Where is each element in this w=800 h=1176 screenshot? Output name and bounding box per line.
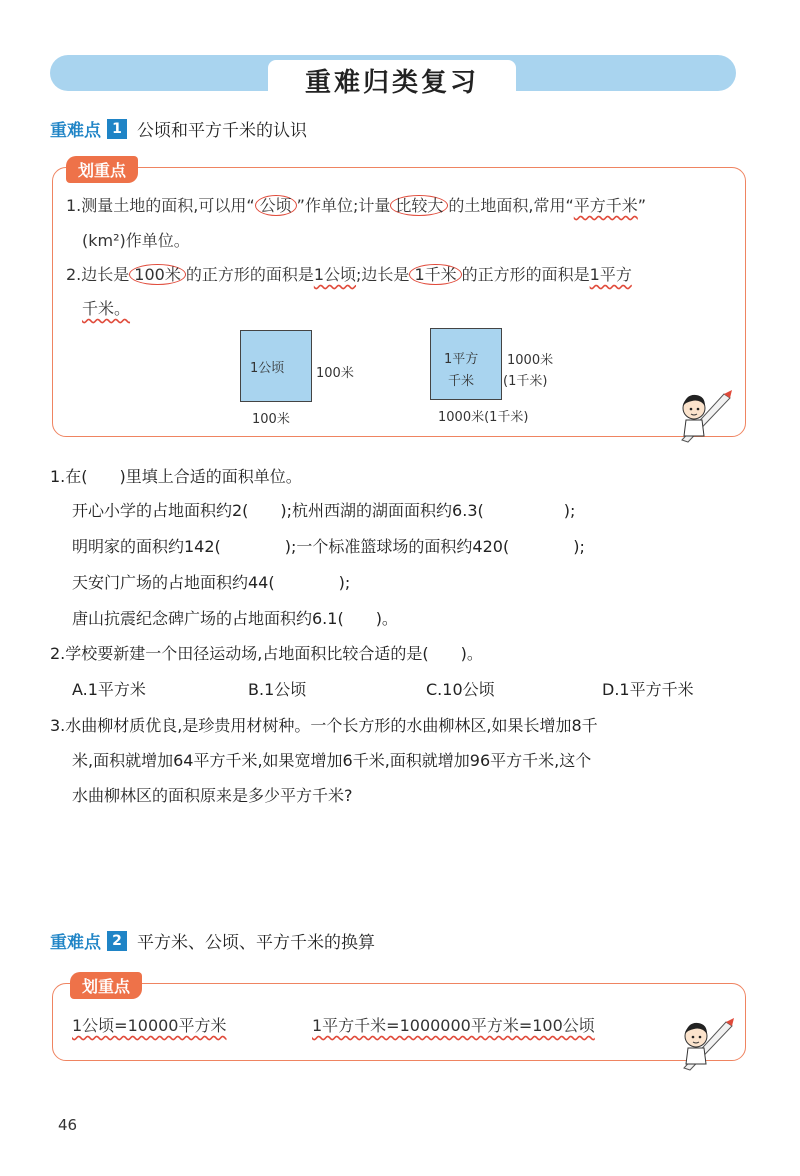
hectare-side-label: 100米 <box>316 366 354 381</box>
question-3-line-1: 3.水曲柳材质优良,是珍贵用材树种。一个长方形的水曲柳林区,如果长增加8千 <box>50 716 598 735</box>
section2-number: 2 <box>107 931 127 951</box>
underlined-text: 1平方 <box>589 265 632 284</box>
key-points-tag-2: 划重点 <box>70 972 142 999</box>
page-title: 重难归类复习 <box>304 68 479 98</box>
circled-text: 100米 <box>129 264 186 285</box>
question-2: 2.学校要新建一个田径运动场,占地面积比较合适的是( )。 <box>50 644 483 663</box>
point1-line1 <box>66 193 646 216</box>
underlined-text: 1平方千米=1000000平方米=100公顷 <box>312 1016 595 1035</box>
circled-text: 公顷 <box>255 195 297 216</box>
circled-text: 比较大 <box>390 195 448 216</box>
cartoon-boy-pencil-icon <box>674 384 738 444</box>
underlined-text: 1公顷=10000平方米 <box>72 1016 227 1035</box>
option-d[interactable]: D.1平方千米 <box>602 680 694 699</box>
point1-line2: (km²)作单位。 <box>82 231 190 250</box>
section2-tag: 重难点 <box>50 933 101 953</box>
question-1-item-4: 唐山抗震纪念碑广场的占地面积约6.1( )。 <box>72 609 398 628</box>
text: 1.测量土地的面积,可以用“ <box>66 196 255 215</box>
sqkm-label-2: 千米 <box>448 374 475 389</box>
hectare-label: 1公顷 <box>250 361 285 376</box>
section1-heading <box>50 116 307 141</box>
option-a[interactable]: A.1平方米 <box>72 680 146 699</box>
section2-title: 平方米、公顷、平方千米的换算 <box>137 933 375 953</box>
section1-number: 1 <box>107 119 127 139</box>
question-3-line-2: 米,面积就增加64平方千米,如果宽增加6千米,面积就增加96平方千米,这个 <box>72 751 592 770</box>
option-b[interactable]: B.1公顷 <box>248 680 307 699</box>
page-number: 46 <box>58 1116 78 1134</box>
hectare-bottom-label: 100米 <box>252 412 290 427</box>
sqkm-side-label-1: 1000米 <box>507 353 554 368</box>
sqkm-label-1: 1平方 <box>444 352 479 367</box>
question-1: 1.在( )里填上合适的面积单位。 <box>50 467 302 486</box>
section1-tag: 重难点 <box>50 121 101 141</box>
underlined-text: 1公顷 <box>313 265 357 284</box>
section1-title: 公顷和平方千米的认识 <box>137 121 307 141</box>
text: ” <box>637 196 647 215</box>
text: 的正方形的面积是 <box>461 265 590 284</box>
conversion-formula-2 <box>312 1013 595 1036</box>
text: 的正方形的面积是 <box>185 265 314 284</box>
text: ”作单位;计量 <box>296 196 391 215</box>
text: 的土地面积,常用“ <box>448 196 574 215</box>
cartoon-boy-pencil-icon <box>676 1012 740 1072</box>
conversion-formula-1 <box>72 1013 227 1036</box>
question-1-item-3: 天安门广场的占地面积约44( ); <box>72 573 351 592</box>
circled-text: 1千米 <box>409 264 461 285</box>
question-3-line-3: 水曲柳林区的面积原来是多少平方千米? <box>72 786 353 805</box>
question-1-item-1: 开心小学的占地面积约2( );杭州西湖的湖面面积约6.3( ); <box>72 501 576 520</box>
text: ;边长是 <box>356 265 410 284</box>
underlined-text: 千米。 <box>82 299 131 318</box>
text: 2.边长是 <box>66 265 130 284</box>
underlined-text: 平方千米 <box>573 196 638 215</box>
sqkm-side-label-2: (1千米) <box>503 374 548 389</box>
sqkm-bottom-label: 1000米(1千米) <box>438 410 529 425</box>
option-c[interactable]: C.10公顷 <box>426 680 495 699</box>
point2-line2 <box>82 296 130 319</box>
question-1-item-2: 明明家的面积约142( );一个标准篮球场的面积约420( ); <box>72 537 585 556</box>
section2-heading <box>50 928 375 953</box>
point2-line1 <box>66 262 632 285</box>
key-points-tag-1: 划重点 <box>66 156 138 183</box>
